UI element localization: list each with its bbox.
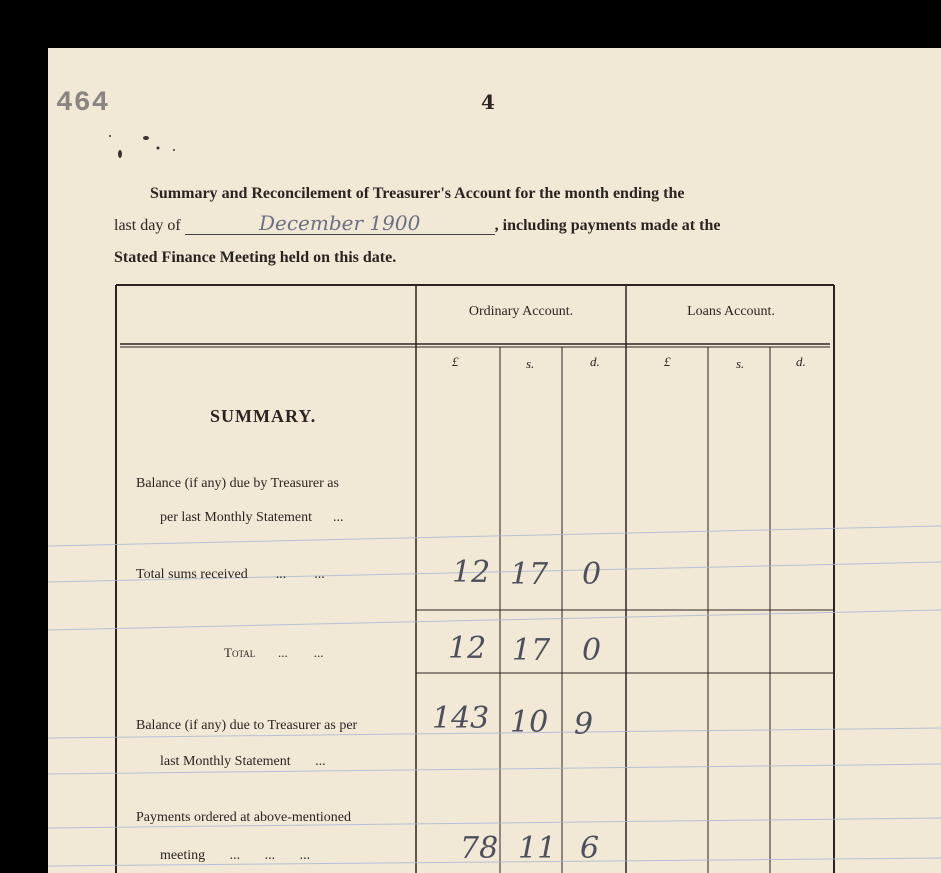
unit-pence-ordinary: d. xyxy=(590,354,600,369)
balance-pounds: 143 xyxy=(432,701,490,736)
row-balance-due-by-line1: Balance (if any) due by Treasurer as xyxy=(136,476,339,491)
row-total: Total ... ... xyxy=(224,645,324,660)
page-number: 4 xyxy=(481,90,495,114)
row-total-sums-received: Total sums received ... ... xyxy=(136,567,325,582)
balance-pence: 9 xyxy=(574,707,594,742)
summary-heading: SUMMARY. xyxy=(210,406,317,426)
total-shillings: 17 xyxy=(512,633,551,668)
header-loans-account: Loans Account. xyxy=(687,304,775,319)
unit-pence-loans: d. xyxy=(796,354,806,369)
received-pence: 0 xyxy=(582,557,602,592)
header-ordinary-account: Ordinary Account. xyxy=(468,304,574,319)
payments-pence: 6 xyxy=(580,831,600,866)
total-pounds: 12 xyxy=(448,631,487,666)
intro-line2-start: last day of xyxy=(114,217,185,234)
unit-shillings-loans: s. xyxy=(736,356,745,371)
balance-shillings: 10 xyxy=(510,705,549,740)
account-table-grid xyxy=(48,48,941,873)
row-balance-due-to-line1: Balance (if any) due to Treasurer as per xyxy=(136,718,358,733)
unit-pounds-ordinary: £ xyxy=(452,354,459,369)
intro-line1: and Reconcilement of Treasurer's Account for the month ending the xyxy=(217,185,685,202)
stamp-number: 464 xyxy=(56,88,110,119)
handwritten-date: December 1900 xyxy=(185,212,495,235)
row-balance-due-to-line2: last Monthly Statement ... xyxy=(160,754,326,769)
unit-shillings-ordinary: s. xyxy=(526,356,535,371)
payments-shillings: 11 xyxy=(518,831,557,866)
received-shillings: 17 xyxy=(510,557,549,592)
row-payments-ordered-line2: meeting ... ... ... xyxy=(160,848,311,863)
row-payments-ordered-line1: Payments ordered at above-mentioned xyxy=(136,810,351,825)
intro-line2-end: , including payments made at the xyxy=(494,217,721,234)
intro-summary-word: Summary xyxy=(150,185,218,202)
row-balance-due-by-line2: per last Monthly Statement ... xyxy=(160,510,344,525)
unit-pounds-loans: £ xyxy=(664,354,671,369)
total-pence: 0 xyxy=(582,633,602,668)
payments-pounds: 78 xyxy=(460,831,499,866)
received-pounds: 12 xyxy=(452,555,491,590)
document-page xyxy=(48,48,941,873)
intro-line3: Stated Finance Meeting held on this date. xyxy=(114,249,397,266)
